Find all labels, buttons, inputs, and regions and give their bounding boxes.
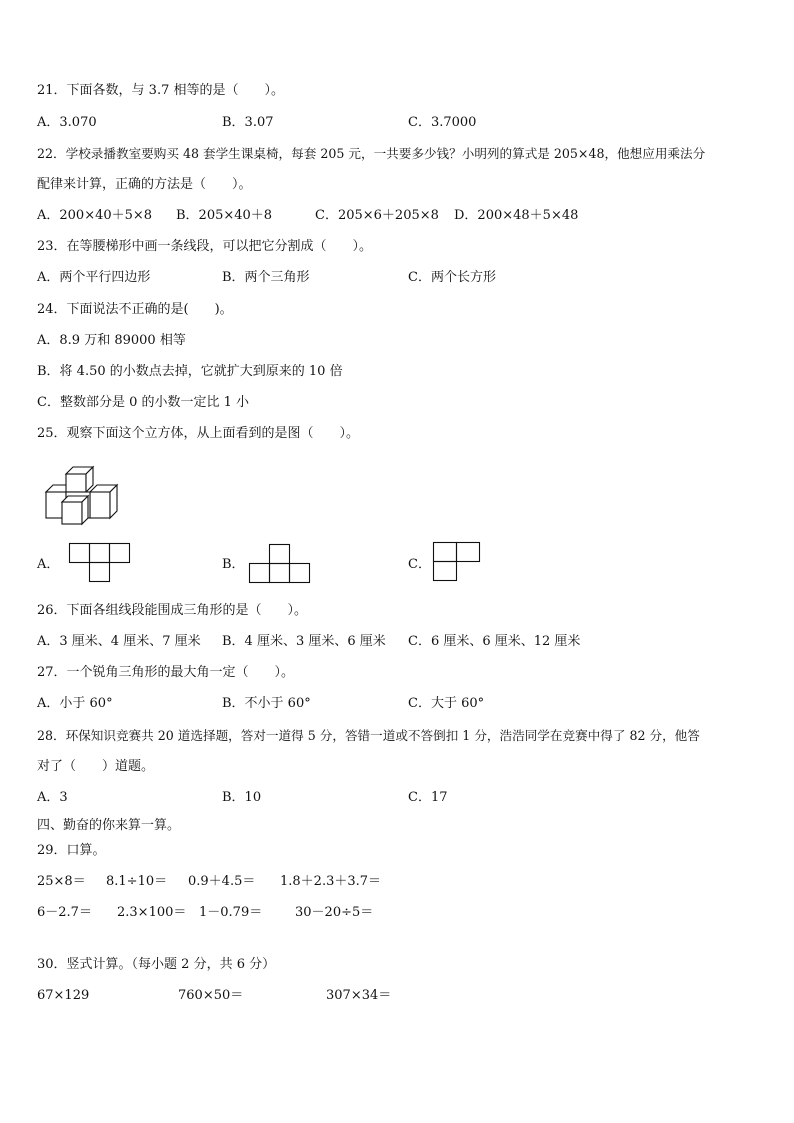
q29-r2-item4: 30－20÷5＝ xyxy=(295,905,374,920)
q28-stem-line2: 对了（ ）道题。 xyxy=(37,759,155,774)
q24-option-c[interactable]: C．整数部分是 0 的小数一定比 1 小 xyxy=(37,395,250,410)
q23-option-c[interactable]: C．两个长方形 xyxy=(408,270,496,285)
q26-option-a[interactable]: A．3 厘米、4 厘米、7 厘米 xyxy=(37,634,201,649)
q29-r1-item3: 0.9＋4.5＝ xyxy=(188,874,256,889)
q21-stem: 21．下面各数，与 3.7 相等的是（ ）。 xyxy=(37,83,284,98)
q29-r2-item1: 6－2.7＝ xyxy=(37,905,92,920)
q30-stem: 30．竖式计算。（每小题 2 分，共 6 分） xyxy=(37,957,276,972)
q24-stem: 24．下面说法不正确的是( )。 xyxy=(37,302,233,317)
option-c-top-view[interactable] xyxy=(433,542,481,582)
q25-option-c[interactable]: C． xyxy=(408,557,431,572)
q29-r1-item2: 8.1÷10＝ xyxy=(106,874,168,889)
q27-option-a[interactable]: A．小于 60° xyxy=(37,696,113,711)
q26-option-c[interactable]: C．6 厘米、6 厘米、12 厘米 xyxy=(408,634,581,649)
q27-option-c[interactable]: C．大于 60° xyxy=(408,696,485,711)
q29-r2-item3: 1－0.79＝ xyxy=(199,905,263,920)
q21-option-b[interactable]: B．3.07 xyxy=(222,115,274,130)
q22-stem-line2: 配律来计算，正确的方法是（ ）。 xyxy=(37,177,252,192)
q21-option-a[interactable]: A．3.070 xyxy=(37,115,97,130)
q22-option-d[interactable]: D．200×48＋5×48 xyxy=(454,208,579,223)
q27-stem: 27．一个锐角三角形的最大角一定（ ）。 xyxy=(37,665,295,680)
q26-option-b[interactable]: B．4 厘米、3 厘米、6 厘米 xyxy=(222,634,386,649)
q21-option-c[interactable]: C．3.7000 xyxy=(408,115,477,130)
q30-item3: 307×34＝ xyxy=(326,988,392,1003)
q28-option-b[interactable]: B．10 xyxy=(222,790,262,805)
q28-option-c[interactable]: C．17 xyxy=(408,790,448,805)
q23-option-a[interactable]: A．两个平行四边形 xyxy=(37,270,151,285)
q24-option-a[interactable]: A．8.9 万和 89000 相等 xyxy=(37,333,186,348)
q29-r1-item4: 1.8＋2.3＋3.7＝ xyxy=(280,874,382,889)
q30-item2: 760×50＝ xyxy=(178,988,244,1003)
q22-option-c[interactable]: C．205×6＋205×8 xyxy=(315,208,439,223)
option-a-top-view[interactable] xyxy=(69,543,131,583)
q25-stem: 25．观察下面这个立方体，从上面看到的是图（ ）。 xyxy=(37,426,360,441)
q28-stem-line1: 28．环保知识竞赛共 20 道选择题，答对一道得 5 分，答错一道或不答倒扣 1 分，浩浩同学在竞赛中得了 82 分，他答 xyxy=(37,728,700,743)
q23-option-b[interactable]: B．两个三角形 xyxy=(222,270,310,285)
q25-option-b[interactable]: B． xyxy=(222,557,245,572)
q22-option-b[interactable]: B．205×40＋8 xyxy=(176,208,273,223)
section-heading: 四、勤奋的你来算一算。 xyxy=(37,818,181,833)
option-b-top-view[interactable] xyxy=(249,544,311,584)
q28-option-a[interactable]: A．3 xyxy=(37,790,68,805)
q23-stem: 23．在等腰梯形中画一条线段，可以把它分割成（ ）。 xyxy=(37,239,373,254)
q26-stem: 26．下面各组线段能围成三角形的是（ ）。 xyxy=(37,603,308,618)
q29-r1-item1: 25×8＝ xyxy=(37,874,86,889)
q27-option-b[interactable]: B．不小于 60° xyxy=(222,696,311,711)
q30-item1: 67×129 xyxy=(37,988,90,1003)
q29-r2-item2: 2.3×100＝ xyxy=(117,905,187,920)
q24-option-b[interactable]: B．将 4.50 的小数点去掉，它就扩大到原来的 10 倍 xyxy=(37,364,343,379)
cube-stack-figure xyxy=(44,466,124,526)
q29-stem: 29．口算。 xyxy=(37,843,106,858)
q22-option-a[interactable]: A．200×40＋5×8 xyxy=(37,208,153,223)
q22-stem-line1: 22．学校录播教室要购买 48 套学生课桌椅，每套 205 元，一共要多少钱？小明列的算式是 205×48，他想应用乘法分 xyxy=(37,146,706,161)
q25-option-a[interactable]: A． xyxy=(37,557,60,572)
